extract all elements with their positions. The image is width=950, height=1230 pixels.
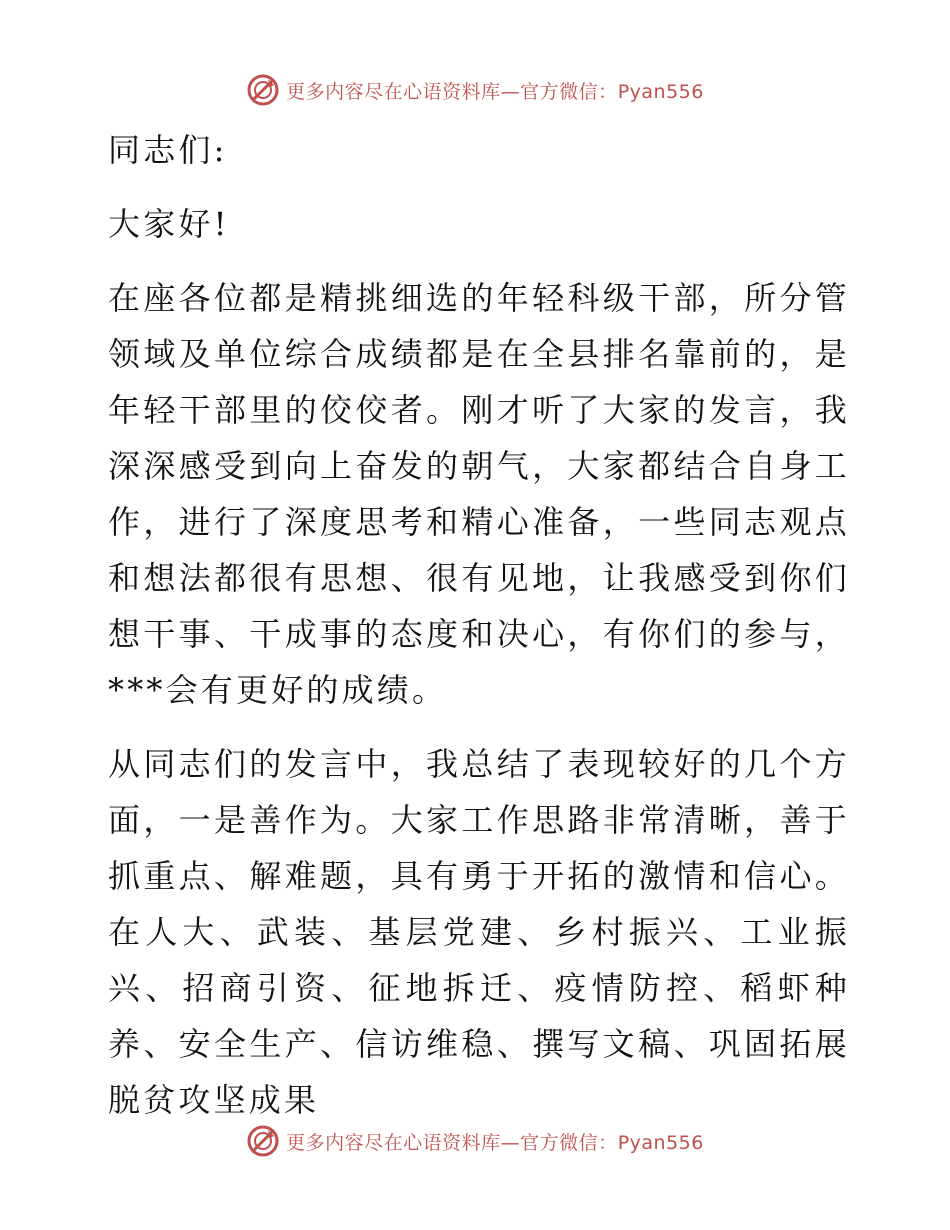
wechat-label: 官方微信：: [520, 80, 618, 103]
wechat-label: 官方微信：: [520, 1131, 618, 1154]
header-banner-text: [286, 77, 704, 104]
seal-logo-icon: [246, 1124, 280, 1158]
footer-banner-text: [286, 1128, 704, 1155]
banner-separator: —: [500, 80, 521, 103]
paragraph-1: 在座各位都是精挑细选的年轻科级干部，所分管领域及单位综合成绩都是在全县排名靠前的，是年轻干部里的佼佼者。刚才听了大家的发言，我深深感受到向上奋发的朝气，大家都结合自身工作，进行了深度思考和精心准备，一些同志观点和想法都很有思想、很有见地，让我感受到你们想干事、干成事的态度和决心，有你们的参与，***会有更好的成绩。: [108, 279, 850, 709]
banner-separator: —: [500, 1131, 521, 1154]
greeting: 大家好!: [108, 205, 230, 243]
brand-text: 更多内容尽在心语资料库: [286, 80, 501, 103]
footer-banner: [0, 1121, 950, 1161]
brand-text: 更多内容尽在心语资料库: [286, 1131, 501, 1154]
salutation: 同志们:: [108, 131, 228, 169]
paragraph-2: 从同志们的发言中，我总结了表现较好的几个方面，一是善作为。大家工作思路非常清晰，善于抓重点、解难题，具有勇于开拓的激情和信心。在人大、武装、基层党建、乡村振兴、工业振兴、招商引资、征地拆迁、疫情防控、稻虾种养、安全生产、信访维稳、撰写文稿、巩固拓展脱贫攻坚成果: [108, 745, 850, 1119]
wechat-account: Pyan556: [617, 1131, 704, 1154]
document-body: [98, 122, 850, 1146]
wechat-account: Pyan556: [617, 80, 704, 103]
seal-logo-icon: [246, 73, 280, 107]
header-banner: [0, 70, 950, 110]
